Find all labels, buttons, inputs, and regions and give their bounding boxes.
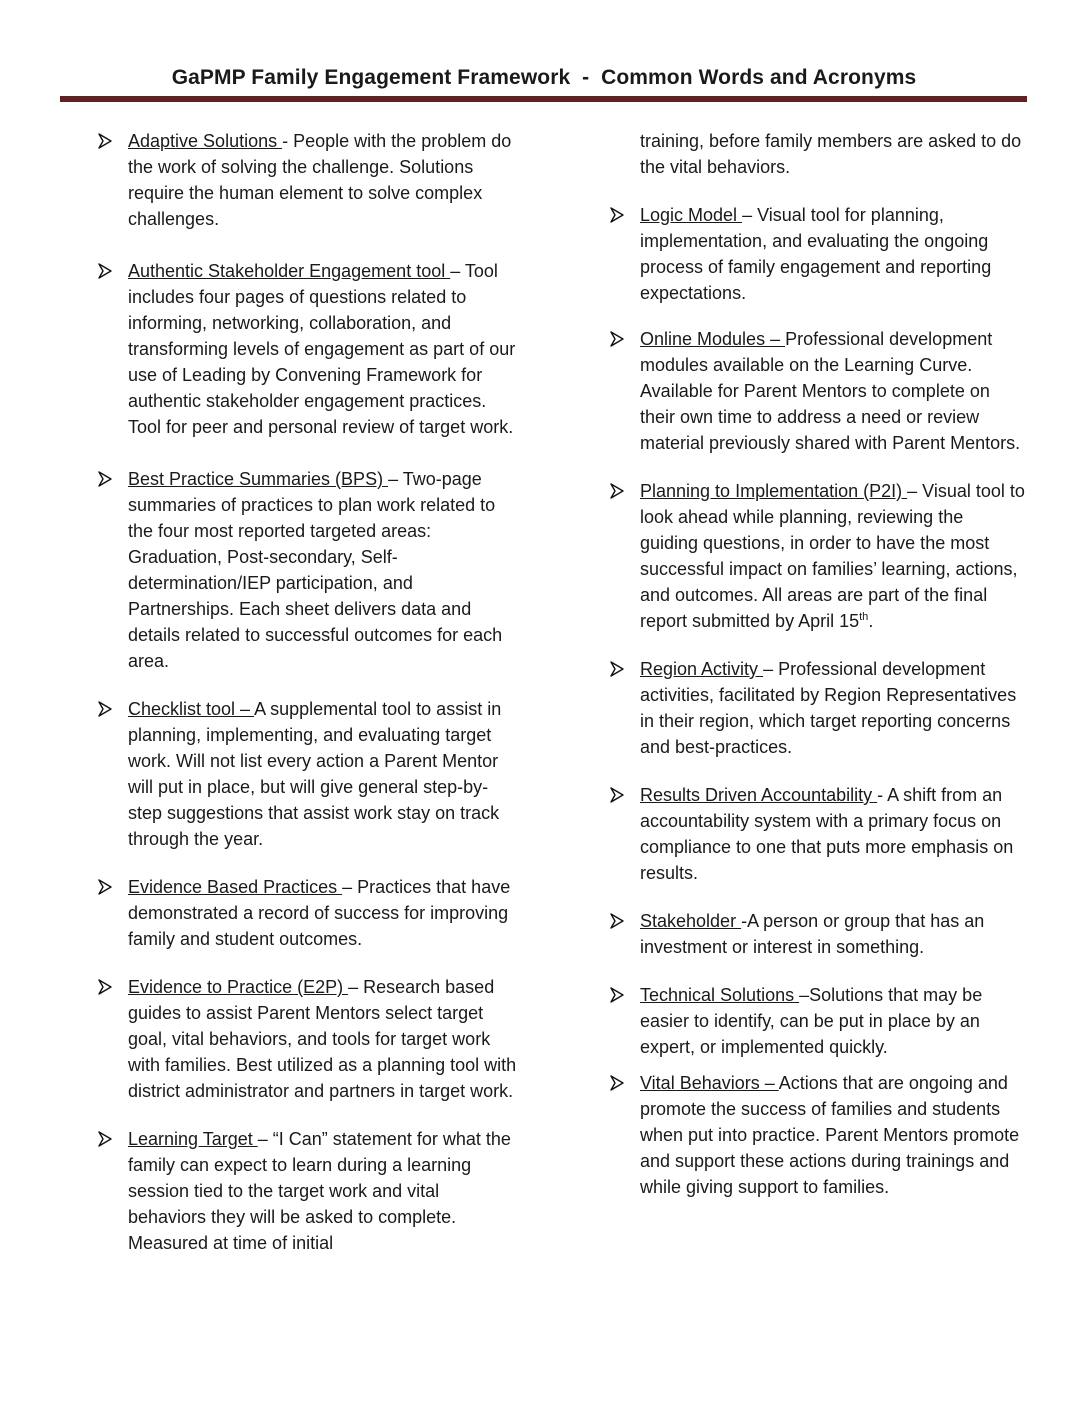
glossary-term: Evidence Based Practices (128, 877, 343, 897)
glossary-entry (640, 656, 1025, 760)
continued-definition: training, before family members are asked to do the vital behaviors. (640, 131, 1022, 177)
glossary-definition: – Visual tool to look ahead while planning, reviewing the guiding questions, in order to have the most successful impact on families’ learning, actions, and outcomes. All areas are part of the final report submitted by April 15 (640, 481, 1025, 631)
arrow-bullet-icon (96, 1126, 114, 1152)
arrow-bullet-icon (96, 128, 114, 154)
glossary-definition: -A person or group that has an investment or interest in something. (640, 911, 985, 957)
glossary-term: Best Practice Summaries (BPS) (128, 469, 389, 489)
glossary-entry (128, 874, 518, 952)
glossary-entry (128, 128, 518, 232)
glossary-definition: Professional development modules available on the Learning Curve. Available for Parent Mentors to complete on their own time to address a need or review material previously shared with Parent Mentors. (640, 329, 1021, 453)
glossary-definition: –Solutions that may be easier to identify, can be put in place by an expert, or implemented quickly. (640, 985, 983, 1057)
arrow-bullet-icon (96, 258, 114, 284)
glossary-term: Stakeholder (640, 911, 742, 931)
arrow-bullet-icon (608, 202, 626, 228)
glossary-term: Online Modules – (640, 329, 786, 349)
glossary-entry (128, 696, 518, 852)
glossary-entry (640, 478, 1025, 634)
glossary-entry (128, 1126, 518, 1256)
glossary-term: Adaptive Solutions (128, 131, 283, 151)
glossary-entry (128, 258, 518, 440)
superscript-suffix: th (859, 611, 869, 623)
arrow-bullet-icon (608, 782, 626, 808)
glossary-entry (640, 782, 1025, 886)
glossary-term: Checklist tool – (128, 699, 255, 719)
arrow-bullet-icon (608, 478, 626, 504)
arrow-bullet-icon (96, 874, 114, 900)
glossary-definition: – Research based guides to assist Parent Mentors select target goal, vital behaviors, and tools for target work with families. Best utilized as a planning tool with district administrator and partners in target work. (128, 977, 517, 1101)
glossary-term: Authentic Stakeholder Engagement tool (128, 261, 451, 281)
glossary-term: Planning to Implementation (P2I) (640, 481, 908, 501)
arrow-bullet-icon (608, 982, 626, 1008)
glossary-definition: – Visual tool for planning, implementation, and evaluating the ongoing process of family engagement and reporting expectations. (640, 205, 992, 303)
glossary-term: Technical Solutions (640, 985, 800, 1005)
right-column (640, 128, 1025, 1200)
glossary-entry (128, 974, 518, 1104)
left-column (128, 128, 518, 1256)
glossary-entry (640, 326, 1025, 456)
glossary-term: Learning Target (128, 1129, 258, 1149)
glossary-definition: – Two-page summaries of practices to plan work related to the four most reported targeted areas: Graduation, Post-secondary, Self-determination/IEP participation, and Partnerships. Each sheet delivers data and details related to successful outcomes for each area. (128, 469, 503, 671)
glossary-entry (128, 466, 518, 674)
definition-end: . (868, 611, 874, 631)
glossary-term: Evidence to Practice (E2P) (128, 977, 349, 997)
glossary-definition: Actions that are ongoing and promote the success of families and students when put into practice. Parent Mentors promote and support these actions during trainings and while giving support to families. (640, 1073, 1020, 1197)
arrow-bullet-icon (608, 326, 626, 352)
glossary-definition: – Tool includes four pages of questions related to informing, networking, collaboration, and transforming levels of engagement as part of our use of Leading by Convening Framework for authentic stakeholder engagement practices. Tool for peer and personal review of target work. (128, 261, 516, 437)
glossary-term: Logic Model (640, 205, 743, 225)
arrow-bullet-icon (608, 656, 626, 682)
glossary-definition: - People with the problem do the work of solving the challenge. Solutions require the human element to solve complex challenges. (128, 131, 512, 229)
glossary-definition: – Practices that have demonstrated a record of success for improving family and student outcomes. (128, 877, 511, 949)
arrow-bullet-icon (608, 908, 626, 934)
arrow-bullet-icon (608, 1070, 626, 1096)
glossary-entry (640, 908, 1025, 960)
arrow-bullet-icon (96, 466, 114, 492)
arrow-bullet-icon (96, 696, 114, 722)
glossary-entry (640, 1070, 1025, 1200)
glossary-definition: – Professional development activities, facilitated by Region Representatives in their region, which target reporting concerns and best-practices. (640, 659, 1017, 757)
glossary-entry (640, 982, 1025, 1060)
glossary-definition: – “I Can” statement for what the family can expect to learn during a learning session tied to the target work and vital behaviors they will be asked to complete. Measured at time of initial (128, 1129, 511, 1253)
page-title: GaPMP Family Engagement Framework - Common Words and Acronyms (171, 66, 917, 89)
glossary-entry (640, 202, 1025, 306)
glossary-definition: A supplemental tool to assist in planning, implementing, and evaluating target work. Will not list every action a Parent Mentor will put in place, but will give general step-by-step suggestions that assist work stay on track through the year. (128, 699, 502, 849)
glossary-term: Vital Behaviors – (640, 1073, 779, 1093)
glossary-definition: - A shift from an accountability system with a primary focus on compliance to one that puts more emphasis on results. (640, 785, 1014, 883)
title-divider (60, 96, 1027, 102)
glossary-term: Region Activity (640, 659, 764, 679)
glossary-term: Results Driven Accountability (640, 785, 878, 805)
arrow-bullet-icon (96, 974, 114, 1000)
